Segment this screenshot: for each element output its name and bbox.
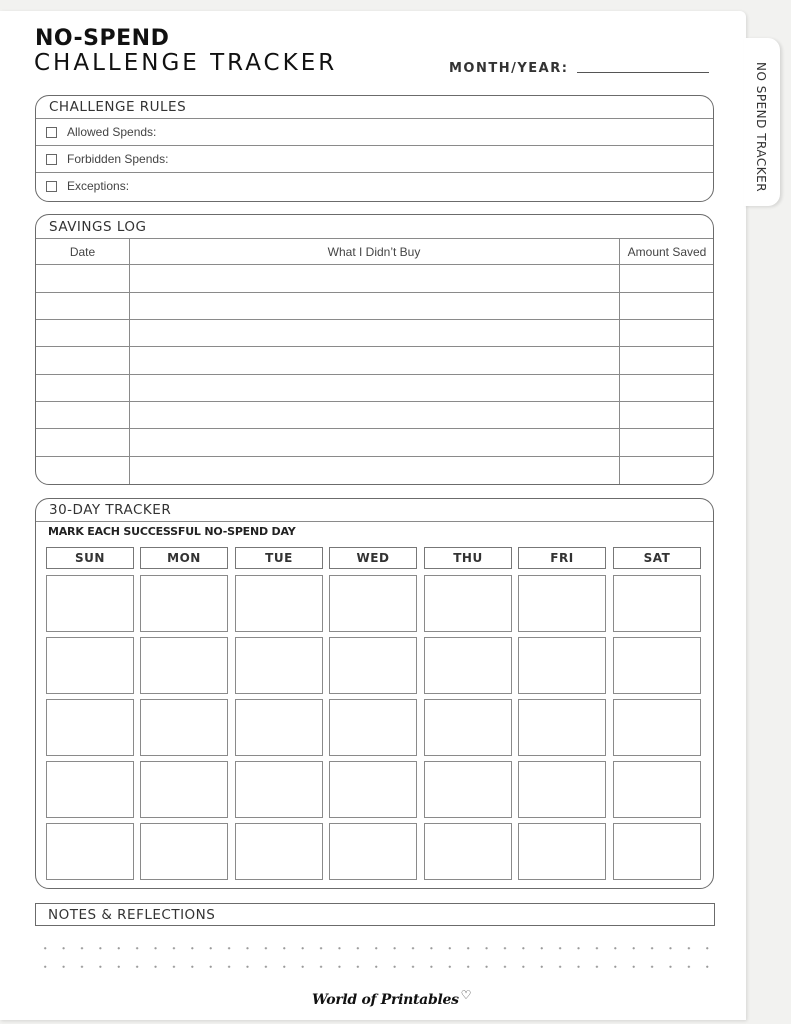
day-cell[interactable] — [46, 575, 134, 632]
page-title-line2: CHALLENGE TRACKER — [34, 50, 338, 76]
table-row[interactable] — [36, 320, 713, 346]
day-cell[interactable] — [235, 761, 323, 818]
table-row[interactable] — [36, 347, 713, 374]
day-cell[interactable] — [424, 761, 512, 818]
challenge-rules-section — [35, 95, 714, 202]
page-title-line1: NO-SPEND — [35, 26, 170, 51]
day-cell[interactable] — [518, 575, 606, 632]
day-cell[interactable] — [613, 699, 701, 756]
day-header-wed: WED — [329, 547, 417, 569]
heart-icon: ♡ — [460, 988, 472, 1002]
day-cell[interactable] — [140, 823, 228, 880]
column-header-item: What I Didn’t Buy — [327, 244, 421, 259]
savings-log-section — [35, 214, 714, 485]
table-row[interactable] — [36, 265, 713, 292]
day-cell[interactable] — [46, 823, 134, 880]
notes-dot-grid[interactable] — [36, 939, 718, 979]
day-cell[interactable] — [329, 823, 417, 880]
section-title: 30-DAY TRACKER — [49, 502, 172, 518]
day-header-sun: SUN — [46, 547, 134, 569]
day-cell[interactable] — [329, 699, 417, 756]
day-header-fri: FRI — [518, 547, 606, 569]
rule-item-forbidden[interactable] — [46, 146, 168, 172]
day-cell[interactable] — [613, 637, 701, 694]
rule-label: Forbidden Spends: — [67, 152, 169, 166]
divider — [36, 521, 713, 522]
day-cell[interactable] — [329, 637, 417, 694]
table-row[interactable] — [36, 429, 713, 456]
divider — [36, 172, 713, 173]
column-header-date: Date — [69, 244, 96, 259]
day-cell[interactable] — [518, 699, 606, 756]
day-header-thu: THU — [424, 547, 512, 569]
month-year-label: MONTH/YEAR: — [449, 61, 569, 76]
table-row[interactable] — [36, 457, 713, 485]
day-cell[interactable] — [424, 823, 512, 880]
day-cell[interactable] — [140, 637, 228, 694]
day-cell[interactable] — [235, 699, 323, 756]
day-cell[interactable] — [613, 761, 701, 818]
day-cell[interactable] — [518, 823, 606, 880]
day-cell[interactable] — [46, 637, 134, 694]
brand-logo — [312, 988, 472, 1008]
day-cell[interactable] — [329, 575, 417, 632]
day-cell[interactable] — [424, 637, 512, 694]
day-cell[interactable] — [329, 761, 417, 818]
checkbox[interactable] — [46, 181, 57, 192]
table-row[interactable] — [36, 402, 713, 428]
day-cell[interactable] — [424, 575, 512, 632]
divider — [36, 238, 713, 239]
day-cell[interactable] — [424, 699, 512, 756]
day-cell[interactable] — [46, 761, 134, 818]
tracker-instruction: MARK EACH SUCCESSFUL NO-SPEND DAY — [48, 525, 296, 538]
day-header-sat: SAT — [613, 547, 701, 569]
day-header-mon: MON — [140, 547, 228, 569]
rule-item-exceptions[interactable] — [46, 173, 129, 199]
brand-name: World of Printables — [312, 992, 459, 1008]
month-year-field[interactable] — [577, 72, 709, 73]
rule-label: Exceptions: — [67, 179, 130, 193]
column-header-amount: Amount Saved — [627, 244, 707, 259]
side-tab[interactable] — [744, 38, 780, 206]
checkbox[interactable] — [46, 127, 57, 138]
day-cell[interactable] — [235, 823, 323, 880]
checkbox[interactable] — [46, 154, 57, 165]
day-cell[interactable] — [518, 637, 606, 694]
table-row[interactable] — [36, 293, 713, 319]
notes-title: NOTES & REFLECTIONS — [48, 907, 216, 923]
day-cell[interactable] — [140, 699, 228, 756]
section-title: SAVINGS LOG — [49, 219, 147, 235]
tracker-section — [35, 498, 714, 889]
table-row[interactable] — [36, 375, 713, 401]
notes-header — [35, 903, 715, 926]
side-tab-label: NO SPEND TRACKER — [754, 62, 768, 193]
day-cell[interactable] — [235, 637, 323, 694]
day-cell[interactable] — [518, 761, 606, 818]
day-cell[interactable] — [613, 575, 701, 632]
rule-label: Allowed Spends: — [67, 125, 157, 139]
day-cell[interactable] — [235, 575, 323, 632]
rule-item-allowed[interactable] — [46, 119, 156, 145]
day-cell[interactable] — [613, 823, 701, 880]
day-cell[interactable] — [46, 699, 134, 756]
day-cell[interactable] — [140, 575, 228, 632]
section-title: CHALLENGE RULES — [49, 99, 187, 115]
day-cell[interactable] — [140, 761, 228, 818]
day-header-tue: TUE — [235, 547, 323, 569]
